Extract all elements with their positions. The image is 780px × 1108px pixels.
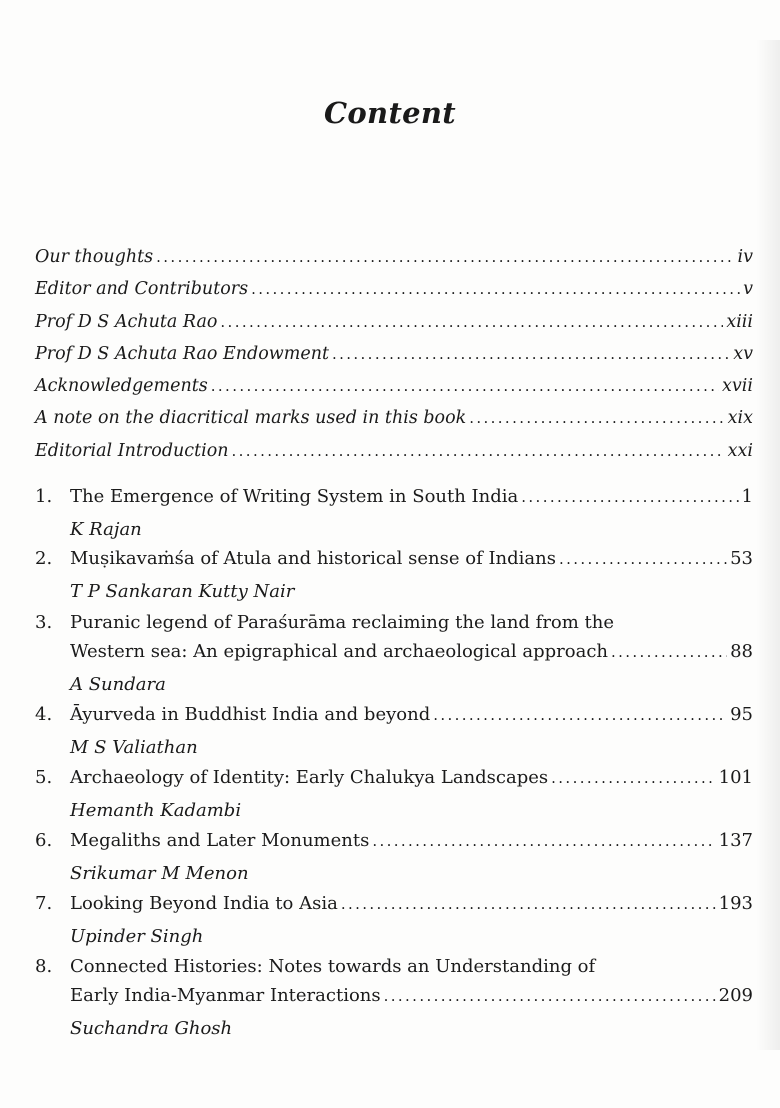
chapter-number: 1. — [35, 486, 53, 507]
chapter-title: Western sea: An epigraphical and archaeological approach — [70, 641, 608, 662]
chapter-title: Connected Histories: Notes towards an Understanding of — [70, 956, 596, 977]
toc-entry[interactable] — [35, 247, 753, 279]
toc-entry-label: A note on the diacritical marks used in this book — [35, 408, 467, 429]
toc-entry-page: xvii — [722, 376, 753, 397]
dot-leader — [521, 488, 738, 506]
toc-entry-page: xix — [727, 408, 753, 429]
chapter-title-line — [70, 985, 753, 1014]
chapter-number: 2. — [35, 548, 53, 569]
chapter-title-line — [70, 704, 753, 733]
toc-entry-label: Prof D S Achuta Rao — [35, 311, 218, 332]
chapter-number: 3. — [35, 612, 53, 633]
toc-entry-label: Editor and Contributors — [35, 279, 249, 300]
chapter-page: 101 — [718, 767, 753, 788]
dot-leader — [251, 280, 740, 298]
toc-entry[interactable] — [35, 312, 753, 344]
dot-leader — [433, 706, 727, 724]
chapter-author: K Rajan — [70, 519, 142, 540]
chapter-entry[interactable] — [35, 830, 753, 888]
toc-entry[interactable] — [35, 441, 753, 473]
chapter-number: 7. — [35, 893, 53, 914]
toc-entry-page: xv — [733, 343, 753, 364]
chapter-author: M S Valiathan — [70, 737, 198, 758]
chapter-title-line — [70, 486, 753, 515]
chapter-author: A Sundara — [70, 674, 166, 695]
front-matter-list — [35, 247, 753, 473]
dot-leader — [332, 345, 730, 363]
chapter-entry[interactable] — [35, 893, 753, 951]
chapter-entry[interactable] — [35, 612, 753, 699]
chapter-title-line — [70, 830, 753, 859]
toc-entry[interactable] — [35, 408, 753, 440]
chapter-number: 8. — [35, 956, 53, 977]
dot-leader — [156, 248, 734, 266]
chapter-entry[interactable] — [35, 704, 753, 762]
chapter-title: Puranic legend of Paraśurāma reclaiming the land from the — [70, 612, 615, 633]
chapter-title: Muṣikavaṁśa of Atula and historical sense of Indians — [70, 548, 556, 569]
dot-leader — [341, 895, 716, 913]
chapter-page: 1 — [741, 486, 753, 507]
toc-entry-page: xxi — [727, 440, 753, 461]
chapter-entry[interactable] — [35, 486, 753, 544]
chapter-author: Upinder Singh — [70, 926, 204, 947]
chapter-title-line — [70, 956, 753, 985]
chapter-title-line — [70, 767, 753, 796]
chapter-entry[interactable] — [35, 956, 753, 1043]
dot-leader — [469, 409, 724, 427]
chapter-title: Early India-Myanmar Interactions — [70, 985, 381, 1006]
page-edge-shadow — [756, 40, 780, 1050]
chapter-page: 193 — [718, 893, 753, 914]
toc-entry-label: Prof D S Achuta Rao Endowment — [35, 343, 329, 364]
toc-entry[interactable] — [35, 376, 753, 408]
chapter-number: 4. — [35, 704, 53, 725]
chapter-title: Looking Beyond India to Asia — [70, 893, 338, 914]
chapter-entry[interactable] — [35, 548, 753, 606]
chapter-page: 137 — [718, 830, 753, 851]
toc-entry-page: v — [743, 279, 753, 300]
toc-entry[interactable] — [35, 344, 753, 376]
toc-entry-label: Acknowledgements — [35, 376, 208, 397]
chapter-title: Archaeology of Identity: Early Chalukya Landscapes — [70, 767, 549, 788]
chapter-list — [35, 486, 753, 1043]
dot-leader — [220, 313, 723, 331]
chapter-number: 6. — [35, 830, 53, 851]
dot-leader — [232, 442, 725, 460]
dot-leader — [384, 987, 716, 1005]
chapter-author: Suchandra Ghosh — [70, 1018, 233, 1039]
toc-entry[interactable] — [35, 279, 753, 311]
toc-entry-page: xiii — [726, 311, 753, 332]
chapter-title-line — [70, 641, 753, 670]
page-title: Content — [324, 96, 456, 130]
dot-leader — [559, 550, 727, 568]
toc-entry-page: iv — [737, 247, 753, 267]
chapter-title-line — [70, 612, 753, 641]
chapter-page: 88 — [730, 641, 753, 662]
chapter-page: 95 — [730, 704, 753, 725]
dot-leader — [551, 769, 715, 787]
chapter-title: Megaliths and Later Monuments — [70, 830, 370, 851]
chapter-title-line — [70, 893, 753, 922]
chapter-author: Srikumar M Menon — [70, 863, 249, 884]
chapter-author: Hemanth Kadambi — [70, 800, 242, 821]
chapter-title: The Emergence of Writing System in South India — [70, 486, 519, 507]
dot-leader — [611, 643, 727, 661]
toc-entry-label: Editorial Introduction — [35, 440, 229, 461]
chapter-page: 53 — [730, 548, 753, 569]
chapter-author: T P Sankaran Kutty Nair — [70, 581, 295, 602]
toc-entry-label: Our thoughts — [35, 247, 154, 267]
chapter-number: 5. — [35, 767, 53, 788]
chapter-entry[interactable] — [35, 767, 753, 825]
chapter-page: 209 — [718, 985, 753, 1006]
chapter-title: Āyurveda in Buddhist India and beyond — [70, 704, 431, 725]
dot-leader — [211, 377, 719, 395]
chapter-title-line — [70, 548, 753, 577]
dot-leader — [372, 832, 715, 850]
